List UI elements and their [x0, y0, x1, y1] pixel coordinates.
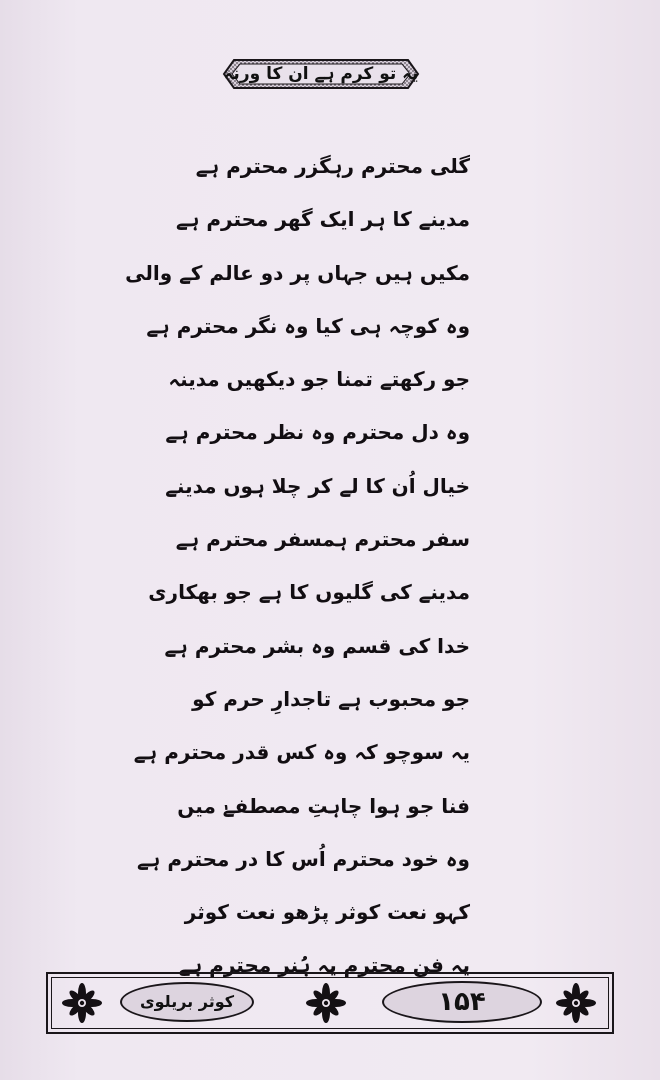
poem-line: جو رکھتے تمنا جو دیکھیں مدینہ: [168, 367, 470, 392]
poem-line: یہ فن محترم یہ ہُنر محترم ہے: [178, 953, 470, 978]
title-banner: [222, 56, 420, 92]
page-footer: [46, 972, 614, 1034]
poem-line: وہ کوچہ ہی کیا وہ نگر محترم ہے: [146, 313, 470, 338]
page-title: یہ تو کرم ہے ان کا ورنہ: [223, 64, 419, 84]
flower-ornament-icon: [306, 983, 346, 1023]
poem-line: وہ دل محترم وہ نظر محترم ہے: [165, 420, 470, 445]
poem-line: وہ خود محترم اُس کا در محترم ہے: [136, 846, 470, 871]
poem-line: مدینے کی گلیوں کا ہے جو بھکاری: [148, 580, 470, 605]
poem-line: کہو نعت کوثر پڑھو نعت کوثر: [184, 900, 470, 925]
poem-line: فنا جو ہوا چاہتِ مصطفےٰ میں: [177, 793, 470, 818]
flower-ornament-icon: [556, 983, 596, 1023]
poem-line: سفر محترم ہمسفر محترم ہے: [175, 527, 470, 552]
poem-line: جو محبوب ہے تاجدارِ حرم کو: [192, 686, 470, 711]
author-oval: کوثر بریلوی: [120, 982, 254, 1022]
poem-line: خدا کی قسم وہ بشر محترم ہے: [164, 633, 470, 658]
poem-line: گلی محترم رہگزر محترم ہے: [195, 154, 470, 178]
poem-line: مدینے کا ہر ایک گھر محترم ہے: [175, 207, 470, 232]
flower-ornament-icon: [62, 983, 102, 1023]
poem-line: یہ سوچو کہ وہ کس قدر محترم ہے: [133, 740, 470, 765]
page-number-oval: ۱۵۴: [382, 981, 542, 1023]
poem-line: خیال اُن کا لے کر چلا ہوں مدینے: [165, 473, 470, 498]
poem-line: مکیں ہیں جہاں پر دو عالم کے والی: [125, 260, 470, 285]
poem-text: [125, 140, 470, 993]
